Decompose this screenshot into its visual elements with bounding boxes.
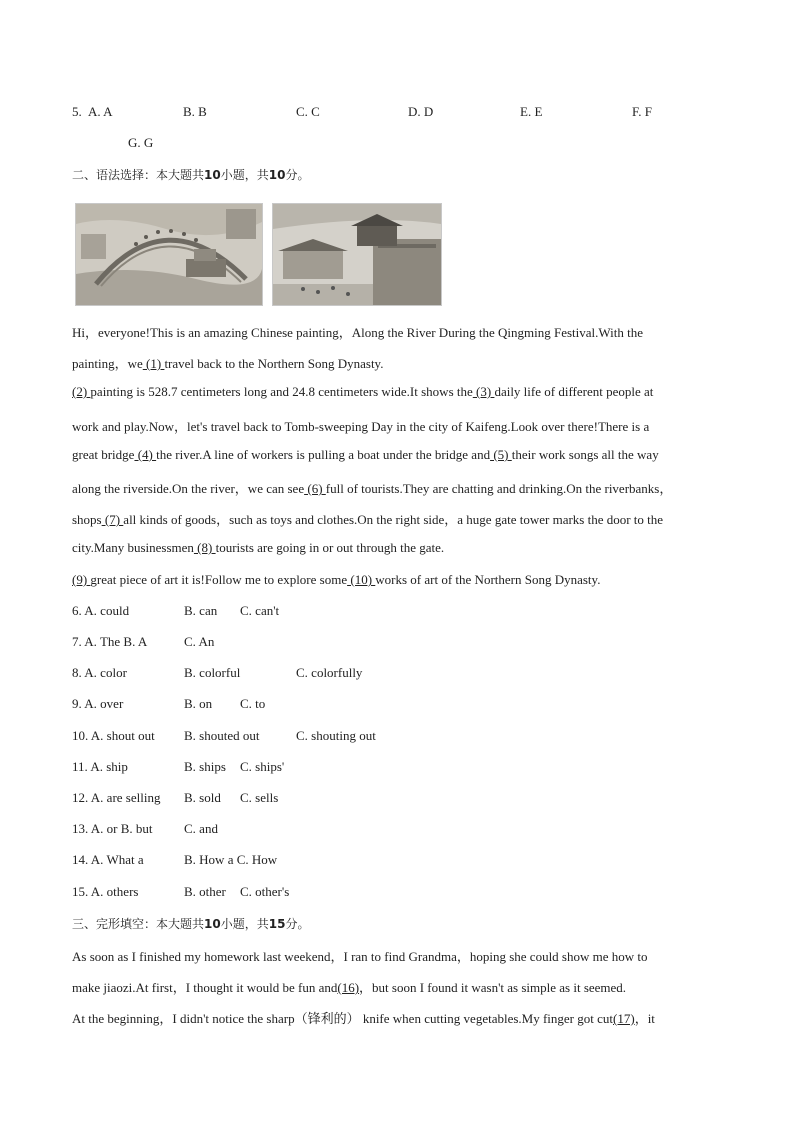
question-number: 14. (72, 852, 89, 867)
option-a: A. ship (90, 759, 128, 774)
passage-2-line-2 (72, 977, 626, 996)
option-a: A. The B. A (84, 634, 148, 649)
option-b: C. and (184, 821, 218, 836)
option-b: C. An (184, 634, 215, 649)
option-a: A. or B. but (90, 821, 153, 836)
passage-1-line-9 (72, 572, 600, 588)
passage-1-line-1: Hi，everyone!This is an amazing Chinese painting，Along the River During the Qingming Festival.With the (72, 325, 644, 340)
question-number: 6. (72, 603, 82, 618)
text-span: ，but soon I found it wasn't as simple as it seemed. (359, 980, 627, 995)
option-a: A. shout out (90, 728, 155, 743)
text-span: tourists are going in or out through the gate. (215, 540, 445, 555)
text-span: great piece of art it is!Follow me to explore some (90, 572, 348, 587)
section-3-mid: 小题，共 (220, 917, 269, 931)
blank-2: (2) (72, 384, 91, 399)
text-span: painting is 528.7 centimeters long and 24.8 centimeters wide.It shows the (90, 384, 473, 399)
section-3-prefix: 三、完形填空：本大题共 (72, 917, 205, 931)
question-number: 15. (72, 884, 89, 899)
question-row (72, 665, 127, 681)
text-span: At the beginning，I didn't notice the sharp（锋利的） knife when cutting vegetables.My finger got cut (72, 1011, 614, 1026)
option-c: C. shouting out (296, 728, 376, 743)
q5-option-f: F. F (632, 104, 652, 119)
question-number: 13. (72, 821, 89, 836)
blank-1: (1) (142, 356, 165, 371)
text-span: city.Many businessmen (72, 540, 194, 555)
blank-7: (7) (101, 512, 124, 527)
section-2-heading (72, 166, 309, 183)
section-2-suffix: 分。 (285, 168, 310, 182)
q5-option-c: C. C (296, 104, 320, 119)
text-span: ，it (634, 1011, 655, 1026)
section-3-count: 10 (204, 917, 221, 931)
text-span: great bridge (72, 447, 135, 462)
option-a: A. What a (90, 852, 144, 867)
section-2-score: 10 (268, 168, 286, 182)
option-b: B. ships (184, 759, 226, 774)
blank-9: (9) (72, 572, 91, 587)
option-a: A. others (90, 884, 139, 899)
text-span: along the riverside.On the river，we can see (72, 481, 305, 496)
painting-bridge-image (75, 203, 263, 306)
passage-1-line-6 (72, 478, 672, 497)
blank-10: (10) (347, 572, 376, 587)
section-2-mid: 小题，共 (220, 168, 269, 182)
q5-number: 5. (72, 104, 82, 119)
option-b: B. other (184, 884, 226, 899)
option-c: C. to (240, 696, 266, 711)
painting-gate-tower-image (272, 203, 442, 306)
blank-6: (6) (304, 481, 326, 496)
text-span: travel back to the Northern Song Dynasty. (164, 356, 384, 371)
passage-1-line-4: work and play.Now，let's travel back to Tomb-sweeping Day in the city of Kaifeng.Look over there!There is a (72, 419, 650, 434)
blank-3: (3) (472, 384, 495, 399)
text-span: daily life of different people at (494, 384, 654, 399)
question-row (72, 696, 123, 712)
q5-option-e: E. E (520, 104, 543, 119)
option-c: C. sells (240, 790, 279, 805)
question-row (72, 728, 155, 744)
section-3-score: 15 (268, 917, 286, 931)
option-b: B. colorful (184, 665, 241, 680)
option-c: C. colorfully (296, 665, 363, 680)
blank-5: (5) (490, 447, 512, 462)
question-number: 12. (72, 790, 89, 805)
text-span: the river.A line of workers is pulling a boat under the bridge and (156, 447, 491, 462)
option-b: B. sold (184, 790, 221, 805)
text-span: all kinds of goods，such as toys and clothes.On the right side，a huge gate tower marks the door to the (123, 512, 664, 527)
text-span: shops (72, 512, 102, 527)
option-b: B. How a C. How (184, 852, 278, 867)
passage-1-line-2 (72, 353, 383, 372)
q5-option-a: A. A (88, 104, 113, 119)
passage-1-line-3 (72, 384, 653, 400)
passage-1-line-8 (72, 540, 444, 556)
text-span: painting，we (72, 356, 143, 371)
question-row (72, 634, 147, 650)
text-span: works of art of the Northern Song Dynasty. (375, 572, 601, 587)
text-span: make jiaozi.At first，I thought it would be fun and (72, 980, 338, 995)
question-row (72, 821, 153, 837)
option-a: A. are selling (90, 790, 161, 805)
question-row (72, 603, 129, 619)
option-b: B. can (184, 603, 218, 618)
question-row (72, 852, 144, 868)
question-number: 7. (72, 634, 82, 649)
question-number: 8. (72, 665, 82, 680)
blank-8: (8) (193, 540, 216, 555)
section-3-suffix: 分。 (285, 917, 310, 931)
passage-1-line-5 (72, 447, 659, 463)
option-c: C. ships' (240, 759, 285, 774)
question-number: 11. (72, 759, 88, 774)
option-b: B. shouted out (184, 728, 260, 743)
q5-option-b: B. B (183, 104, 207, 119)
passage-1-line-7 (72, 509, 663, 528)
option-c: C. can't (240, 603, 280, 618)
option-a: A. could (84, 603, 130, 618)
passage-2-line-1: As soon as I finished my homework last weekend，I ran to find Grandma，hoping she could show me how to (72, 949, 648, 964)
blank-4: (4) (134, 447, 157, 462)
section-2-prefix: 二、语法选择：本大题共 (72, 168, 205, 182)
option-b: B. on (184, 696, 213, 711)
text-span: full of tourists.They are chatting and drinking.On the riverbanks， (325, 481, 673, 496)
q5-option-d: D. D (408, 104, 434, 119)
q5-option-g: G. G (128, 135, 154, 150)
question-number: 10. (72, 728, 89, 743)
section-3-heading (72, 915, 309, 932)
section-2-count: 10 (204, 168, 221, 182)
question-row (72, 759, 128, 775)
question-number: 9. (72, 696, 82, 711)
blank-16: (16) (337, 980, 360, 995)
text-span: their work songs all the way (511, 447, 659, 462)
option-a: A. over (84, 696, 124, 711)
passage-2-line-3 (72, 1008, 655, 1027)
option-c: C. other's (240, 884, 290, 899)
question-row (72, 884, 138, 900)
option-a: A. color (84, 665, 127, 680)
question-row (72, 790, 160, 806)
blank-17: (17) (613, 1011, 635, 1026)
